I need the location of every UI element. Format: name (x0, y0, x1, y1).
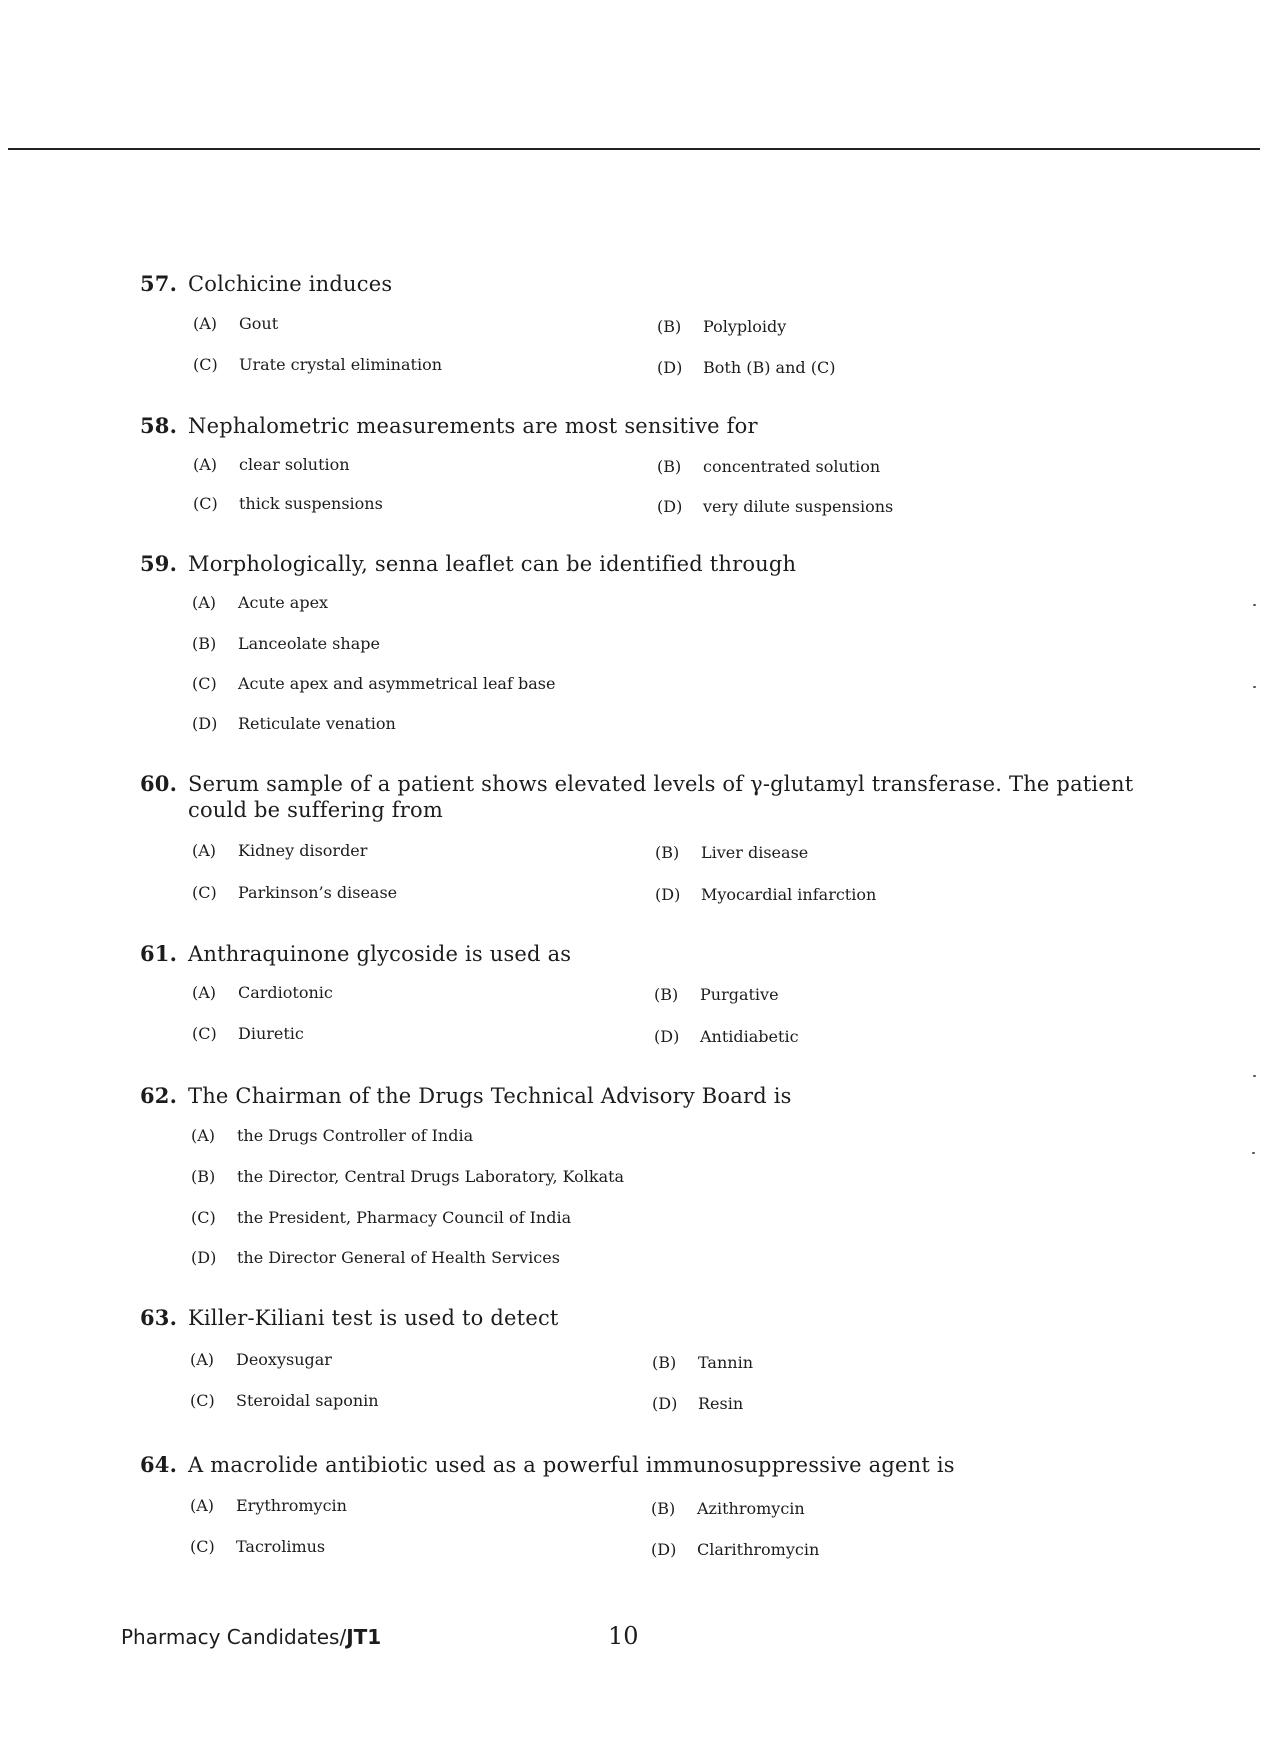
question-number: 62. (140, 1083, 178, 1108)
scan-speck (1253, 1075, 1256, 1077)
question-text: Anthraquinone glycoside is used as (188, 942, 572, 966)
scan-speck (1253, 686, 1256, 688)
question-number: 64. (140, 1452, 178, 1477)
question-number: 59. (140, 551, 178, 576)
option-c: (C) Parkinson’s disease (192, 883, 398, 902)
option-c: (C) Acute apex and asymmetrical leaf base (192, 674, 556, 693)
option-b: (B) Lanceolate shape (192, 634, 380, 653)
option-b: (B) concentrated solution (657, 457, 881, 476)
question-text: Serum sample of a patient shows elevated levels of γ-glutamyl transferase. The patient could be suffering from (188, 772, 1134, 822)
question-number: 58. (140, 413, 178, 438)
question-number: 60. (140, 771, 178, 796)
option-d: (D) Myocardial infarction (655, 885, 877, 904)
scan-speck (1252, 1152, 1255, 1154)
option-a: (A) Deoxysugar (190, 1350, 332, 1369)
footer-booklet-code: Pharmacy Candidates/JT1 (121, 1625, 382, 1649)
option-c: (C) thick suspensions (193, 494, 383, 513)
option-a: (A) Acute apex (192, 593, 329, 612)
option-d: (D) the Director General of Health Services (191, 1248, 560, 1267)
option-b: (B) Liver disease (655, 843, 809, 862)
option-a: (A) the Drugs Controller of India (191, 1126, 474, 1145)
question-text: A macrolide antibiotic used as a powerful immunosuppressive agent is (188, 1453, 955, 1477)
option-b: (B) Polyploidy (657, 317, 787, 336)
question-number: 61. (140, 941, 178, 966)
option-a: (A) Gout (193, 314, 279, 333)
page-number: 10 (608, 1622, 639, 1650)
question-text: Morphologically, senna leaflet can be identified through (188, 552, 797, 576)
header-rule (8, 148, 1260, 150)
question-number: 57. (140, 271, 178, 296)
option-a: (A) Kidney disorder (192, 841, 368, 860)
option-c: (C) Tacrolimus (190, 1537, 326, 1556)
option-c: (C) the President, Pharmacy Council of India (191, 1208, 572, 1227)
option-a: (A) clear solution (193, 455, 350, 474)
option-a: (A) Cardiotonic (192, 983, 333, 1002)
option-b: (B) Azithromycin (651, 1499, 805, 1518)
question-text: Killer-Kiliani test is used to detect (188, 1306, 559, 1330)
scan-speck (1253, 604, 1256, 606)
option-d: (D) very dilute suspensions (657, 497, 894, 516)
option-c: (C) Diuretic (192, 1024, 304, 1043)
question-number: 63. (140, 1305, 178, 1330)
question-text: The Chairman of the Drugs Technical Advisory Board is (188, 1084, 792, 1108)
option-c: (C) Steroidal saponin (190, 1391, 379, 1410)
option-d: (D) Resin (652, 1394, 744, 1413)
option-a: (A) Erythromycin (190, 1496, 347, 1515)
option-d: (D) Both (B) and (C) (657, 358, 836, 377)
option-c: (C) Urate crystal elimination (193, 355, 443, 374)
question-text: Colchicine induces (188, 272, 393, 296)
option-b: (B) Tannin (652, 1353, 753, 1372)
question-text: Nephalometric measurements are most sensitive for (188, 414, 758, 438)
option-b: (B) Purgative (654, 985, 779, 1004)
option-b: (B) the Director, Central Drugs Laboratory, Kolkata (191, 1167, 625, 1186)
option-d: (D) Antidiabetic (654, 1027, 799, 1046)
option-d: (D) Clarithromycin (651, 1540, 820, 1559)
option-d: (D) Reticulate venation (192, 714, 396, 733)
